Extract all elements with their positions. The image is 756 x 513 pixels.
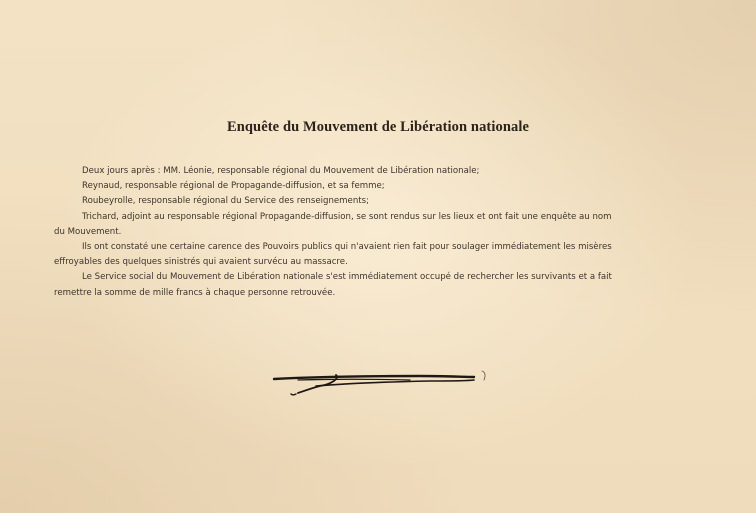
document-title: Enquête du Mouvement de Libération nationale: [226, 119, 530, 135]
paragraph-line-8: Le Service social du Mouvement de Libération nationale s'est immédiatement occupé de rechercher les survivants et a fait: [82, 272, 612, 283]
signature-flourish: [270, 366, 492, 400]
paragraph-line-6: Ils ont constaté une certaine carence des Pouvoirs publics qui n'avaient rien fait pour soulager immédiatement les misères: [82, 242, 612, 253]
paragraph-line-2: Reynaud, responsable régional de Propagande-diffusion, et sa femme;: [82, 181, 385, 192]
paragraph-line-3: Roubeyrolle, responsable régional du Service des renseignements;: [82, 196, 370, 207]
paragraph-line-9: remettre la somme de mille francs à chaque personne retrouvée.: [54, 287, 336, 298]
paragraph-line-7: effroyables des quelques sinistrés qui avaient survécu au massacre.: [54, 257, 348, 268]
paragraph-line-4: Trichard, adjoint au responsable régional Propagande-diffusion, se sont rendus sur les lieux et ont fait une enquête au nom: [82, 211, 612, 222]
paragraph-line-5: du Mouvement.: [54, 226, 122, 237]
document-body: [54, 164, 612, 301]
paragraph-line-1: Deux jours après : MM. Léonie, responsable régional du Mouvement de Libération nationale;: [82, 166, 480, 176]
